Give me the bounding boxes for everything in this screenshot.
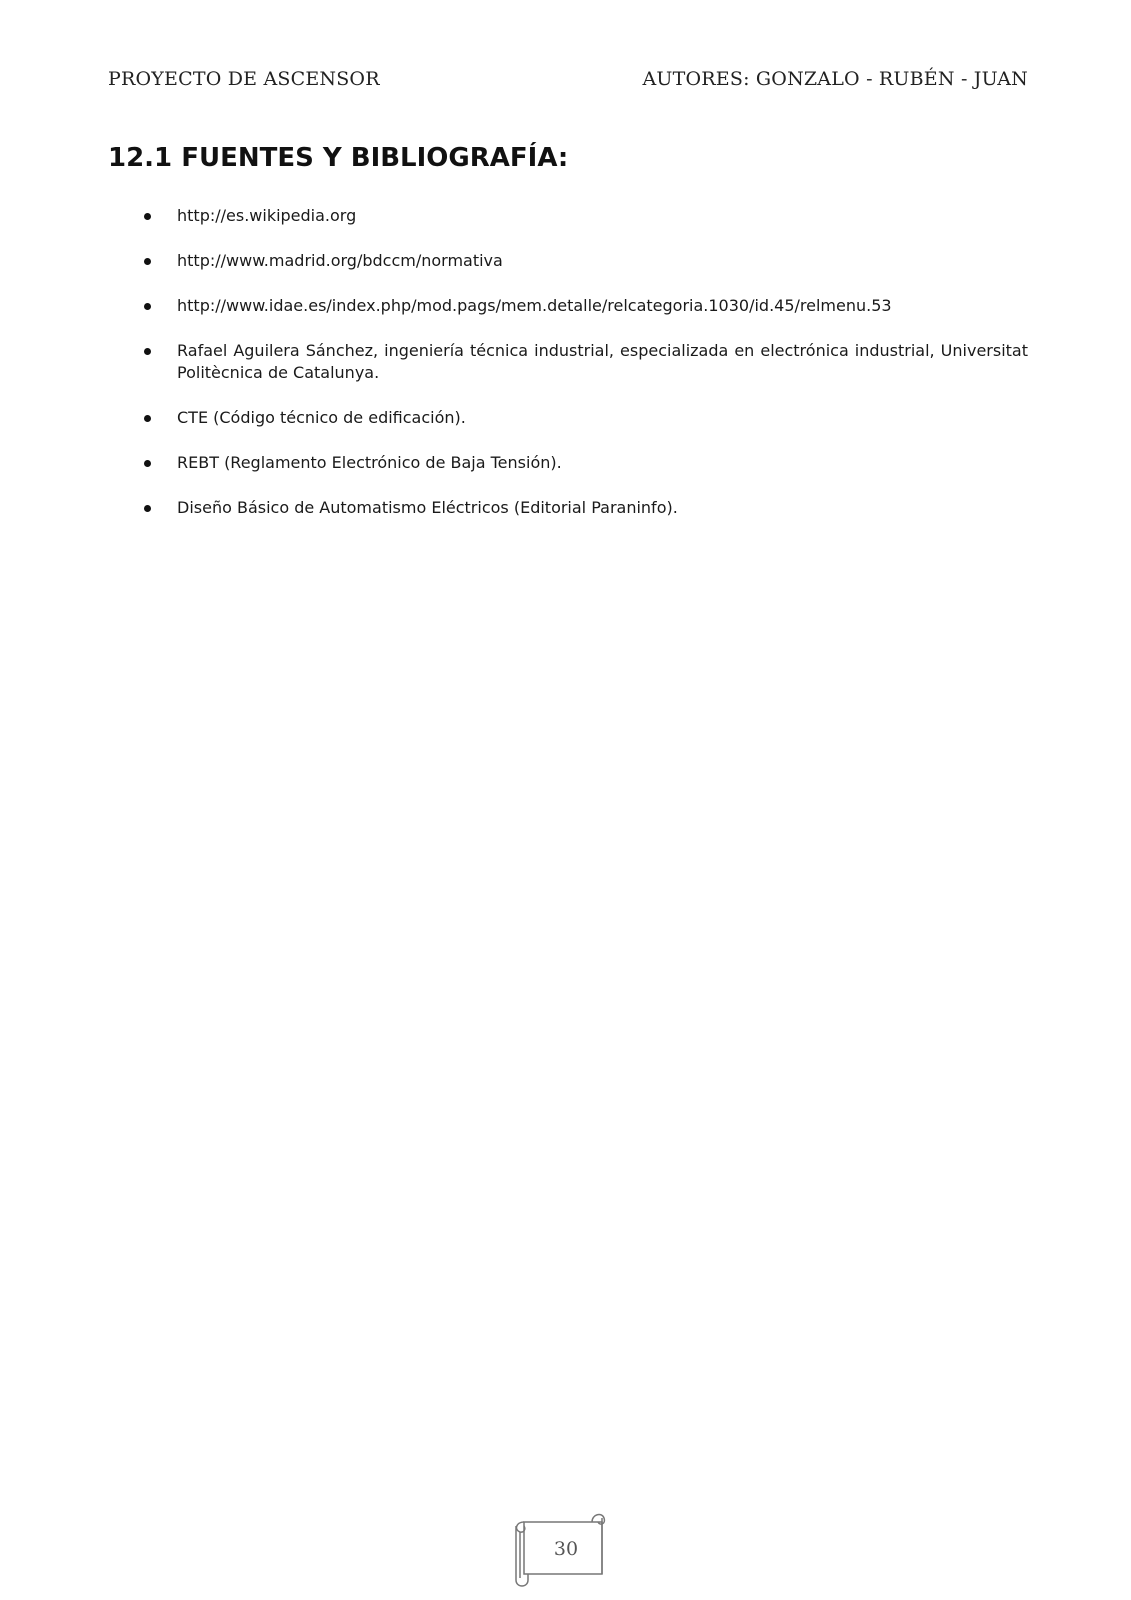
bullet-icon [144,505,151,512]
bibliography-text: Diseño Básico de Automatismo Eléctricos (Editorial Paraninfo). [177,498,678,517]
bullet-icon [144,460,151,467]
bibliography-item [108,250,1028,272]
bibliography-list [108,205,1028,542]
bibliography-item [108,407,1028,429]
bibliography-text: Rafael Aguilera Sánchez, ingeniería técnica industrial, especializada en electrónica industrial, Universitat Politècnica de Catalunya. [177,341,1028,382]
page-header [108,68,1028,98]
bibliography-item [108,205,1028,227]
bibliography-item [108,497,1028,519]
bibliography-item [108,340,1028,384]
bullet-icon [144,303,151,310]
page-number-scroll [510,1508,614,1590]
bibliography-text: http://www.madrid.org/bdccm/normativa [177,251,503,270]
bibliography-item [108,295,1028,317]
bibliography-text: http://www.idae.es/index.php/mod.pags/mem.detalle/relcategoria.1030/id.45/relmenu.53 [177,296,892,315]
bibliography-text: REBT (Reglamento Electrónico de Baja Tensión). [177,453,562,472]
bibliography-item [108,452,1028,474]
section-title: 12.1 FUENTES Y BIBLIOGRAFÍA: [108,143,569,173]
bullet-icon [144,213,151,220]
bibliography-text: CTE (Código técnico de edificación). [177,408,466,427]
page-number: 30 [553,1538,579,1560]
bullet-icon [144,415,151,422]
header-project-title: PROYECTO DE ASCENSOR [108,68,380,90]
bullet-icon [144,348,151,355]
bibliography-text: http://es.wikipedia.org [177,206,357,225]
bullet-icon [144,258,151,265]
header-authors: AUTORES: GONZALO - RUBÉN - JUAN [642,68,1028,90]
